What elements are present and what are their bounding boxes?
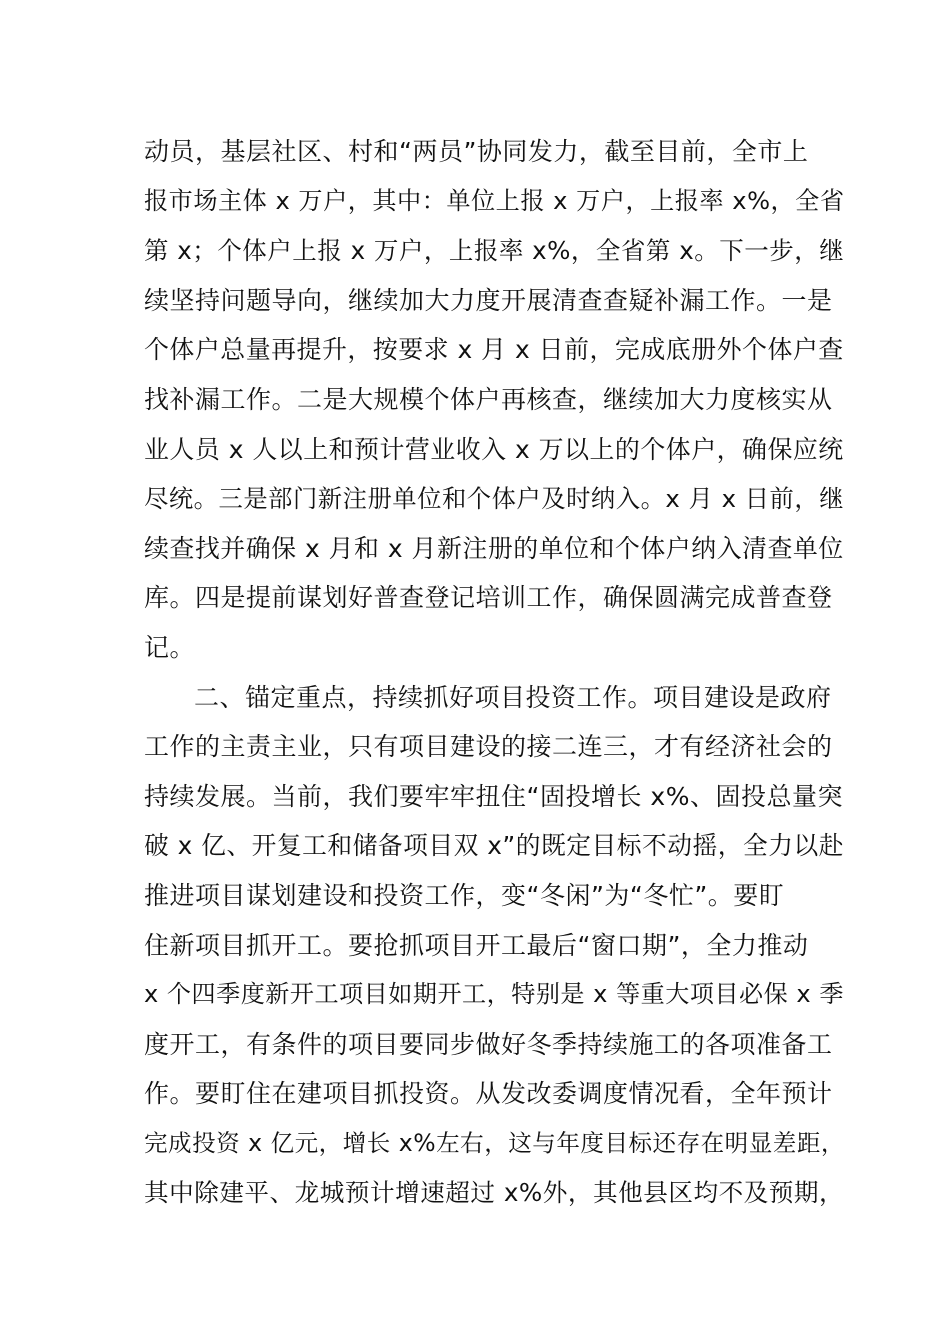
text-line-18: x 个四季度新开工项目如期开工，特别是 x 等重大项目必保 x 季 <box>144 980 844 1009</box>
text-line-10: 库。四是提前谋划好普查登记培训工作，确保圆满完成普查登 <box>144 583 833 613</box>
text-line-7: 业人员 x 人以上和预计营业收入 x 万以上的个体户，确保应统 <box>144 434 844 464</box>
text-line-15: 破 x 亿、开复工和储备项目双 x”的既定目标不动摇，全力以赴 <box>144 831 844 861</box>
body-text <box>144 127 844 1218</box>
text-line-21: 完成投资 x 亿元，增长 x%左右，这与年度目标还存在明显差距， <box>144 1128 845 1157</box>
text-line-4: 续坚持问题导向，继续加大力度开展清查查疑补漏工作。一是 <box>144 285 833 315</box>
text-line-6: 找补漏工作。二是大规模个体户再核查，继续加大力度核实从 <box>144 384 833 414</box>
text-line-2: 报市场主体 x 万户，其中：单位上报 x 万户，上报率 x%，全省 <box>144 186 845 215</box>
text-line-1: 动员，基层社区、村和“两员”协同发力，截至目前，全市上 <box>144 137 809 166</box>
text-line-20: 作。要盯住在建项目抓投资。从发改委调度情况看，全年预计 <box>144 1079 833 1109</box>
text-line-19: 度开工，有条件的项目要同步做好冬季持续施工的各项准备工 <box>144 1029 833 1059</box>
text-line-16: 推进项目谋划建设和投资工作，变“冬闲”为“冬忙”。要盯 <box>144 880 785 910</box>
text-line-14: 持续发展。当前，我们要牢牢扭住“固投增长 x%、固投总量突 <box>144 781 843 811</box>
text-line-17: 住新项目抓开工。要抢抓项目开工最后“窗口期”，全力推动 <box>144 930 809 960</box>
text-line-3: 第 x；个体户上报 x 万户，上报率 x%，全省第 x。下一步，继 <box>144 236 845 266</box>
text-line-9: 续查找并确保 x 月和 x 月新注册的单位和个体户纳入清查单位 <box>144 533 844 563</box>
text-line-5: 个体户总量再提升，按要求 x 月 x 日前，完成底册外个体户查 <box>144 335 844 365</box>
section-heading-line: 二、锚定重点，持续抓好项目投资工作。项目建设是政府 <box>194 682 832 712</box>
text-line-11: 记。 <box>144 632 196 662</box>
text-line-22: 其中除建平、龙城预计增速超过 x%外，其他县区均不及预期， <box>144 1178 845 1208</box>
text-line-13: 工作的主责主业，只有项目建设的接二连三，才有经济社会的 <box>144 732 833 762</box>
text-line-8: 尽统。三是部门新注册单位和个体户及时纳入。x 月 x 日前，继 <box>144 484 845 514</box>
